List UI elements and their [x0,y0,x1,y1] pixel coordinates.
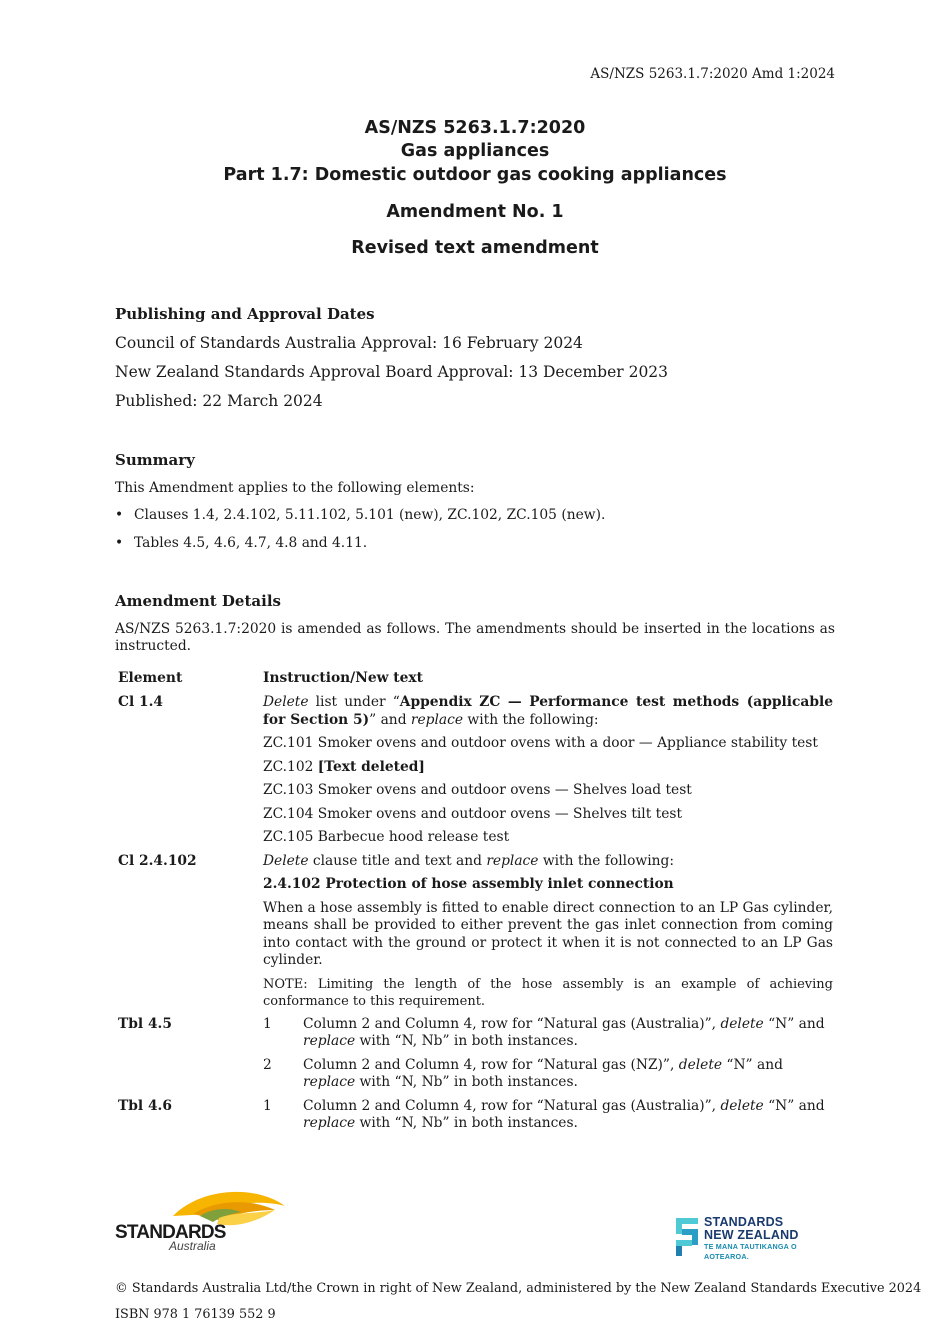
isbn: ISBN 978 1 76139 552 9 [115,1307,276,1322]
table-row-cl24102 [115,853,835,1010]
amendment-number: Amendment No. 1 [386,202,564,222]
standard-designation: AS/NZS 5263.1.7:2020 [364,118,586,138]
standards-australia-logo [115,1188,290,1254]
amendment-type: Revised text amendment [351,238,599,258]
instruction-cell [263,1016,833,1092]
instruction-cell [263,694,833,847]
amendment-table [115,670,835,1139]
standards-nz-mark-icon [676,1218,700,1258]
instruction-cell [263,1098,833,1133]
element-label: Cl 1.4 [118,694,164,710]
summary-intro: This Amendment applies to the following elements: [115,480,475,496]
clause-note: NOTE: Limiting the length of the hose assembly is an example of achieving conformance to this requirement. [263,976,833,1009]
standards-new-zealand-logo [676,1215,841,1261]
list-item: ZC.101 Smoker ovens and outdoor ovens with a door — Appliance stability test [263,735,818,751]
summary-heading: Summary [115,451,195,469]
standards-nz-wordmark: STANDARDS NEW ZEALAND TE MANA TAUTIKANGA O AOTEAROA. [704,1215,799,1261]
document-reference: AS/NZS 5263.1.7:2020 Amd 1:2024 [590,66,835,82]
table-header-row [115,670,835,694]
nz-approval-date: New Zealand Standards Approval Board Approval: 13 December 2023 [115,363,669,381]
table-row-cl14 [115,694,835,847]
list-item: ZC.103 Smoker ovens and outdoor ovens — Shelves load test [263,782,692,798]
part-title: Part 1.7: Domestic outdoor gas cooking appliances [223,165,727,185]
details-heading: Amendment Details [115,592,281,610]
svg-text:STANDARDS: STANDARDS [115,1222,226,1243]
clause-title: 2.4.102 Protection of hose assembly inlet connection [263,876,674,892]
instruction-text: Delete clause title and text and replace with the following: [263,852,674,869]
numbered-item: 1 Column 2 and Column 4, row for “Natural gas (Australia)”, delete “N” and replace with “N, Nb” in both instances. [263,1097,825,1131]
instruction-cell [263,853,833,1010]
list-item: ZC.102 [Text deleted] [263,758,425,775]
clause-text: When a hose assembly is fitted to enable direct connection to an LP Gas cylinder, means shall be provided to either prevent the gas inlet connection from coming into contact with the ground or protect it when it is not connected to an LP Gas cylinder. [263,899,833,968]
table-row-tbl45 [115,1016,835,1092]
element-label: Cl 2.4.102 [118,852,197,869]
details-intro: AS/NZS 5263.1.7:2020 is amended as follows. The amendments should be inserted in the locations as instructed. [115,621,835,654]
published-date: Published: 22 March 2024 [115,392,323,410]
instruction-text: Delete list under “Appendix ZC — Performance test methods (applicable for Section 5)” and replace with the following: [263,694,833,728]
title-block [0,117,950,258]
dates-heading: Publishing and Approval Dates [115,305,375,323]
element-label: Tbl 4.6 [118,1097,172,1114]
copyright-notice: © Standards Australia Ltd/the Crown in right of New Zealand, administered by the New Zealand Standards Executive 2024 [115,1281,922,1296]
table-row-tbl46 [115,1098,835,1133]
standards-australia-swoosh-icon [115,1188,290,1254]
sa-approval-date: Council of Standards Australia Approval: 16 February 2024 [115,334,583,352]
column-header-instruction: Instruction/New text [263,670,424,686]
bullet-icon: • [115,535,124,551]
element-label: Tbl 4.5 [118,1015,172,1032]
list-item: ZC.104 Smoker ovens and outdoor ovens — Shelves tilt test [263,805,682,822]
numbered-item: 1 Column 2 and Column 4, row for “Natural gas (Australia)”, delete “N” and replace with “N, Nb” in both instances. [263,1015,825,1049]
column-header-element: Element [118,670,183,686]
list-item: ZC.105 Barbecue hood release test [263,829,510,845]
series-title: Gas appliances [400,141,550,161]
numbered-item: 2 Column 2 and Column 4, row for “Natural gas (NZ)”, delete “N” and replace with “N, Nb” in both instances. [263,1056,783,1090]
bullet-icon: • [115,507,124,523]
summary-bullet-clauses: • Clauses 1.4, 2.4.102, 5.11.102, 5.101 (new), ZC.102, ZC.105 (new). [115,507,606,523]
svg-text:Australia: Australia [169,1239,216,1253]
summary-bullet-tables: • Tables 4.5, 4.6, 4.7, 4.8 and 4.11. [115,535,368,551]
